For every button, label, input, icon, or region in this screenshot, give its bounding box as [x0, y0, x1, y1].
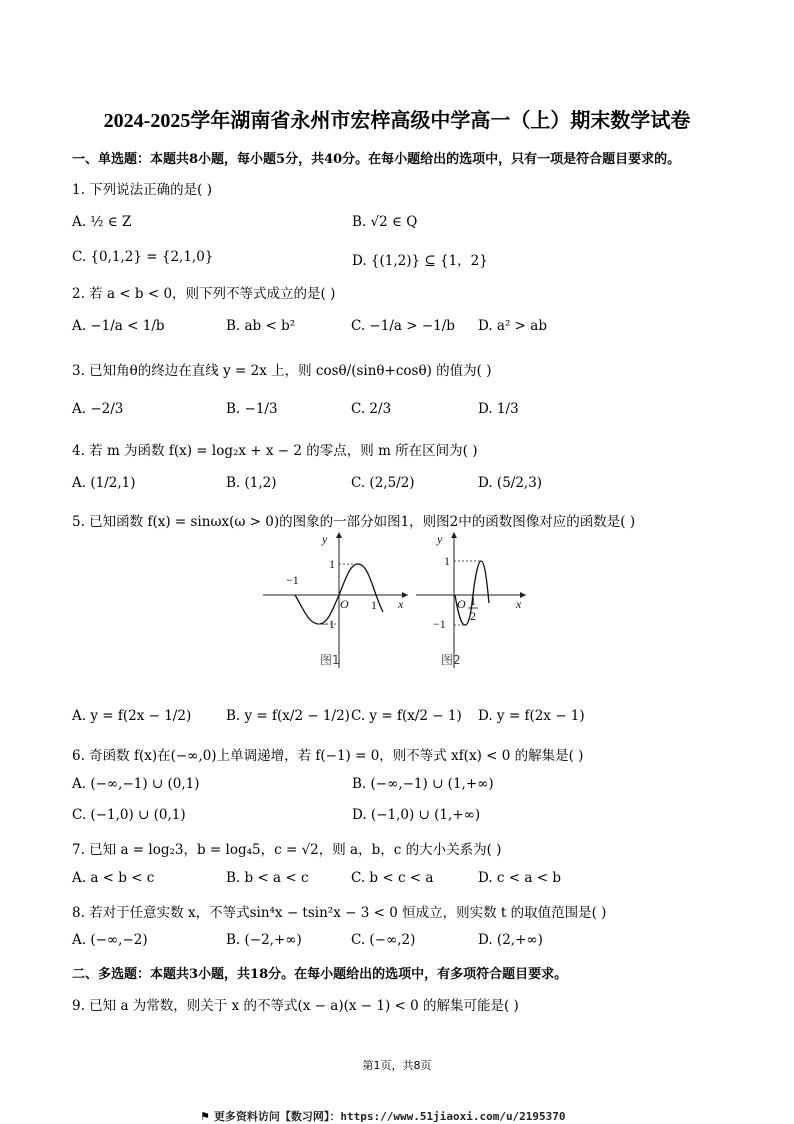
question-7-option-b[interactable]: B. b < a < c [226, 870, 309, 886]
question-1-option-b[interactable]: B. √2 ∈ Q [352, 214, 418, 230]
question-2-option-a[interactable]: A. −1/a < 1/b [72, 318, 165, 334]
fig2-y-tick-1: 1 [444, 554, 450, 568]
question-5-option-b[interactable]: B. y = f(x/2 − 1/2) [226, 708, 350, 724]
question-2-option-c[interactable]: C. −1/a > −1/b [351, 318, 455, 334]
question-1-stem: 1. 下列说法正确的是( ) [72, 182, 212, 198]
fig2-caption: 图2 [441, 653, 461, 667]
resource-banner[interactable] [200, 1108, 566, 1124]
question-3-option-c[interactable]: C. 2/3 [351, 401, 392, 417]
question-7-option-c[interactable]: C. b < c < a [351, 870, 434, 886]
question-8-option-c[interactable]: C. (−∞,2) [351, 932, 416, 948]
fig2-y-label: y [437, 532, 443, 546]
question-2-option-d[interactable]: D. a² > ab [478, 318, 547, 334]
question-5-stem: 5. 已知函数 f(x) = sinωx(ω > 0)的图象的一部分如图1，则图2中的函数图像对应的函数是( ) [72, 514, 636, 530]
fig1-y-arrow [336, 532, 342, 538]
question-8-option-d[interactable]: D. (2,+∞) [478, 932, 543, 948]
fig2-y-arrow [451, 532, 457, 538]
fig1-x-tick-1: 1 [371, 598, 377, 612]
question-8-option-b[interactable]: B. (−2,+∞) [226, 932, 302, 948]
figure-1-graph [263, 532, 408, 668]
question-8-stem: 8. 若对于任意实数 x，不等式sin⁴x − tsin²x − 3 < 0 恒成立，则实数 t 的取值范围是( ) [72, 905, 607, 921]
question-6-option-c[interactable]: C. (−1,0) ∪ (0,1) [72, 807, 186, 823]
question-7-stem: 7. 已知 a = log₂3，b = log₄5，c = √2，则 a，b，c 的大小关系为( ) [72, 842, 502, 858]
question-4-option-b[interactable]: B. (1,2) [226, 475, 277, 491]
fig1-y-tick-neg1: −1 [322, 617, 335, 631]
question-5-option-c[interactable]: C. y = f(x/2 − 1) [351, 708, 462, 724]
question-1-option-a[interactable]: A. ½ ∈ Z [72, 214, 132, 230]
question-3-option-b[interactable]: B. −1/3 [226, 401, 278, 417]
fig2-origin-label: O [457, 597, 466, 611]
fig2-y-tick-neg1: −1 [433, 617, 446, 631]
question-7-option-a[interactable]: A. a < b < c [72, 870, 155, 886]
flag-icon: ⚑ [200, 1110, 210, 1123]
question-6-option-d[interactable]: D. (−1,0) ∪ (1,+∞) [352, 807, 481, 823]
question-6-option-a[interactable]: A. (−∞,−1) ∪ (0,1) [72, 776, 200, 792]
question-8-option-a[interactable]: A. (−∞,−2) [72, 932, 148, 948]
resource-banner-text: 更多资料访问【数习网】：https://www.51jiaoxi.com/u/2195370 [213, 1110, 566, 1123]
section-heading-multiple-choice: 二、多选题：本题共3小题，共18分。在每小题给出的选项中，有多项符合题目要求。 [72, 967, 568, 982]
question-4-option-c[interactable]: C. (2,5/2) [351, 475, 415, 491]
question-5-option-d[interactable]: D. y = f(2x − 1) [478, 708, 585, 724]
fig2-x-tick-num: 1 [470, 594, 476, 608]
fig1-x-tick-neg1: −1 [286, 573, 299, 587]
question-5-option-a[interactable]: A. y = f(2x − 1/2) [72, 708, 192, 724]
question-4-option-a[interactable]: A. (1/2,1) [72, 475, 136, 491]
question-9-stem: 9. 已知 a 为常数，则关于 x 的不等式(x − a)(x − 1) < 0 的解集可能是( ) [72, 998, 519, 1014]
question-1-option-d[interactable]: D. {(1,2)} ⊆ {1，2} [352, 253, 488, 269]
question-3-option-d[interactable]: D. 1/3 [478, 401, 519, 417]
fig2-x-label: x [516, 597, 522, 611]
question-7-option-d[interactable]: D. c < a < b [478, 870, 561, 886]
question-3-stem: 3. 已知角θ的终边在直线 y = 2x 上，则 cosθ/(sinθ+cosθ) 的值为( ) [72, 363, 492, 379]
fig1-caption: 图1 [320, 653, 340, 667]
question-4-stem: 4. 若 m 为函数 f(x) = log₂x + x − 2 的零点，则 m 所在区间为( ) [72, 443, 478, 459]
question-2-stem: 2. 若 a < b < 0，则下列不等式成立的是( ) [72, 286, 336, 302]
question-2-option-b[interactable]: B. ab < b² [226, 318, 296, 334]
fig1-y-tick-1: 1 [329, 557, 335, 571]
question-4-option-d[interactable]: D. (5/2,3) [478, 475, 543, 491]
question-6-stem: 6. 奇函数 f(x)在(−∞,0)上单调递增，若 f(−1) = 0，则不等式 xf(x) < 0 的解集是( ) [72, 748, 584, 764]
section-heading-single-choice: 一、单选题：本题共8小题，每小题5分，共40分。在每小题给出的选项中，只有一项是符合题目要求的。 [72, 152, 681, 167]
question-6-option-b[interactable]: B. (−∞,−1) ∪ (1,+∞) [352, 776, 494, 792]
fig1-origin-label: O [340, 597, 349, 611]
fig1-x-label: x [398, 597, 404, 611]
figure-2-graph [416, 532, 526, 668]
question-1-option-c[interactable]: C. {0,1,2} = {2,1,0} [72, 249, 214, 265]
fig2-x-tick-den: 2 [470, 609, 476, 623]
fig1-y-label: y [322, 532, 328, 546]
question-3-option-a[interactable]: A. −2/3 [72, 401, 124, 417]
page-title: 2024-2025学年湖南省永州市宏梓高级中学高一（上）期末数学试卷 [103, 110, 691, 132]
question-5-figure [258, 528, 538, 678]
page-number-footer: 第1页，共8页 [362, 1059, 432, 1072]
